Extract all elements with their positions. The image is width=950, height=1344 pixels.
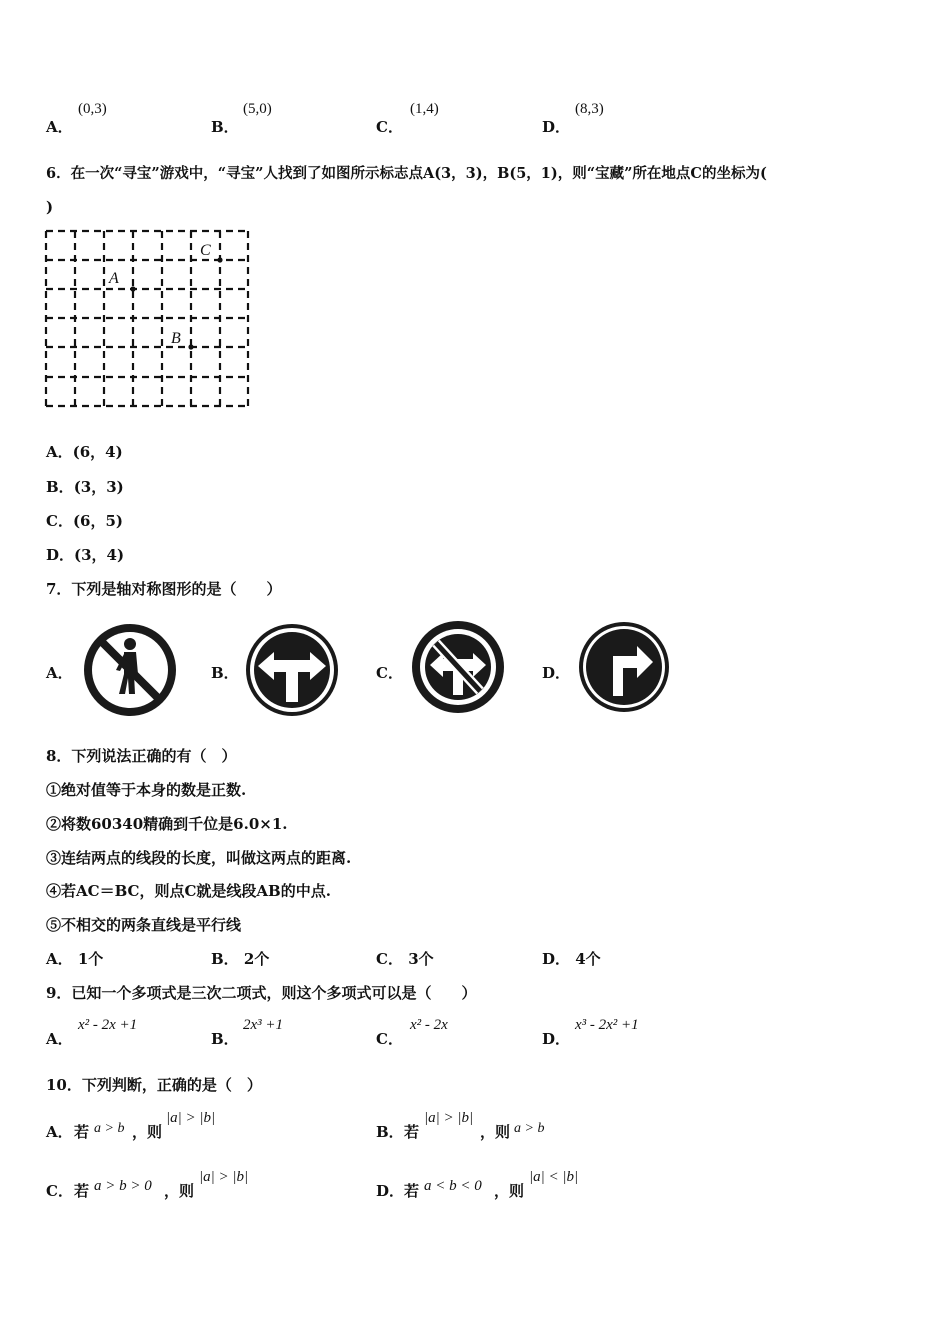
q5-option-d-value: (8,3) [575,101,604,117]
label-c: C [200,242,211,259]
q9-option-d-label: D． [542,1030,571,1048]
q9-option-c-value: x² - 2x [410,1017,448,1033]
q8-statement-1: ①绝对值等于本身的数是正数. [46,781,247,799]
q9-option-a-value: x² - 2x +1 [78,1017,138,1033]
q8-option-a: A． 1个 [46,950,104,968]
q9-stem: 9．已知一个多项式是三次二项式，则这个多项式可以是（ ） [46,984,477,1002]
q8-option-d: D． 4个 [542,950,601,968]
q9-option-c-label: C． [376,1030,403,1048]
label-b: B [171,330,181,347]
q6-option-d: D．(3，4) [46,546,125,564]
q5-option-b-label: B． [211,118,239,136]
q5-option-a-label: A． [46,118,73,136]
label-a: A [109,270,119,287]
q7-option-a-label: A． [46,664,73,682]
q7-option-d-label: D． [542,664,571,682]
q5-option-b-value: (5,0) [243,101,272,117]
turn-left-or-right-sign-icon [244,622,340,718]
turn-right-sign-icon [577,620,671,714]
q9-option-d-value: x³ - 2x² +1 [575,1017,639,1033]
q10-stem: 10．下列判断，正确的是（ ） [46,1076,262,1094]
q8-statement-2: ②将数60340精确到千位是6.0×1. [46,815,288,833]
q8-statement-5: ⑤不相交的两条直线是平行线 [46,916,242,934]
q8-option-c: C． 3个 [376,950,434,968]
q7-option-b-label: B． [211,664,239,682]
q6-option-c: C．(6，5) [46,512,124,530]
point-a [130,286,135,291]
point-c [217,257,222,262]
q5-option-c-value: (1,4) [410,101,439,117]
q8-option-b: B． 2个 [211,950,270,968]
q7-option-c-label: C． [376,664,403,682]
no-left-right-turn-sign-icon [410,619,506,715]
q6-option-a: A．(6，4) [46,443,123,461]
q6-grid-figure [40,225,255,415]
q5-option-c-label: C． [376,118,403,136]
q9-option-a-label: A． [46,1030,73,1048]
grid-lines [46,231,248,406]
q6-stem-end: ) [46,198,54,216]
q8-statement-4: ④若AC＝BC，则点C就是线段AB的中点. [46,882,331,900]
point-b [188,344,193,349]
q8-stem: 8．下列说法正确的有（ ） [46,747,237,765]
q7-stem: 7．下列是轴对称图形的是（ ） [46,580,282,598]
q6-option-b: B．(3，3) [46,478,124,496]
q9-option-b-label: B． [211,1030,239,1048]
q5-option-a-value: (0,3) [78,101,107,117]
q6-stem: 6．在一次“寻宝”游戏中，“寻宝”人找到了如图所示标志点A(3，3)，B(5，1)，则“宝藏”所在地点C的坐标为( [46,165,767,182]
no-pedestrian-sign-icon [80,622,180,722]
q5-option-d-label: D． [542,118,571,136]
q8-statement-3: ③连结两点的线段的长度，叫做这两点的距离. [46,849,352,867]
q9-option-b-value: 2x³ +1 [243,1017,284,1033]
